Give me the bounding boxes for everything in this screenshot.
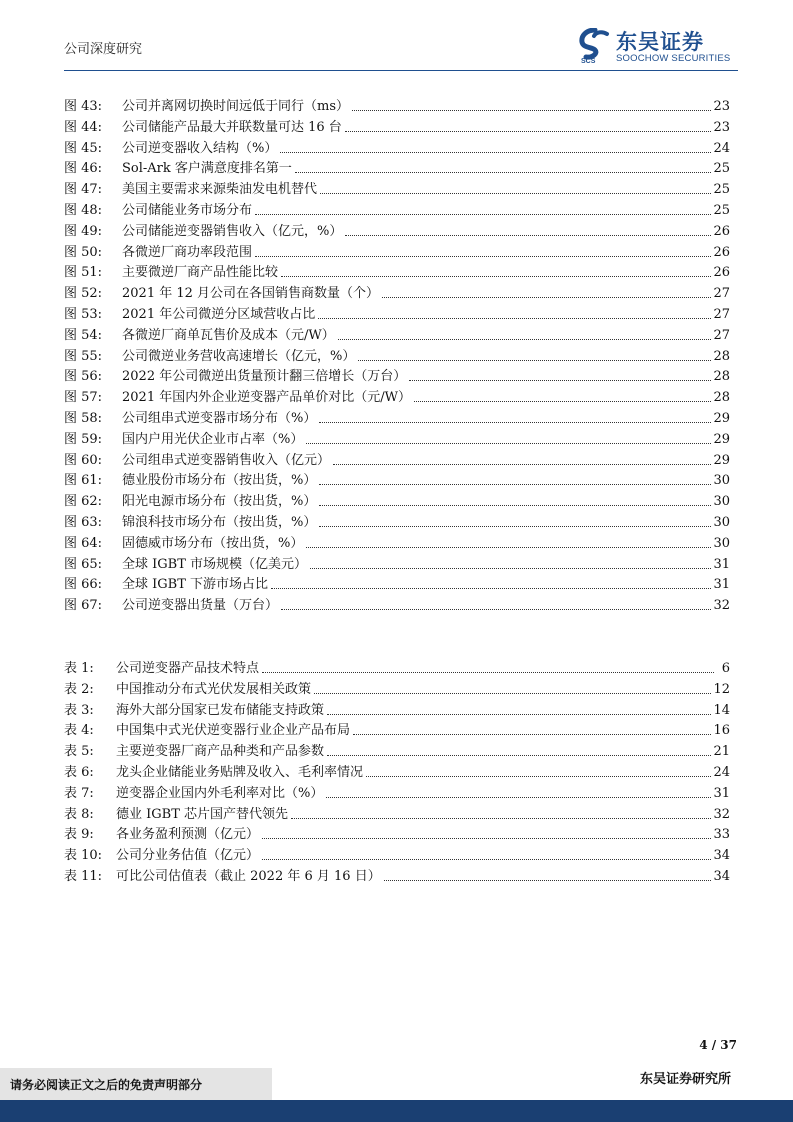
figure-entry[interactable] [64,489,730,510]
figure-entry[interactable] [64,136,730,157]
entry-title: 2021 年国内外企业逆变器产品单价对比（元/W） [122,390,411,406]
entry-title: 公司分业务估值（亿元） [116,848,260,864]
figure-entry[interactable] [64,344,730,365]
entry-page: 34 [713,848,730,864]
entry-title: 阳光电源市场分布（按出货，%） [122,494,317,510]
entry-label: 图 51: [64,265,103,281]
entry-title: 公司逆变器产品技术特点 [116,661,260,676]
entry-title: 2022 年公司微逆出货量预计翻三倍增长（万台） [122,369,407,385]
entry-label: 图 43: [64,99,103,114]
dot-leader [409,380,711,381]
entry-title: 全球 IGBT 市场规模（亿美元） [122,556,308,572]
entry-label: 图 49: [64,223,103,239]
dot-leader [306,547,711,548]
figure-entry[interactable] [64,260,730,281]
disclaimer-box [0,1068,272,1100]
entry-label: 图 57: [64,390,103,406]
figure-entry[interactable] [64,94,730,115]
entry-label: 表 7: [64,785,94,801]
figure-entry[interactable] [64,448,730,469]
dot-leader [384,880,712,881]
dot-leader [327,755,711,756]
dot-leader [310,568,711,569]
dot-leader [366,776,711,777]
entry-page: 24 [713,765,730,780]
entry-title: 全球 IGBT 下游市场占比 [122,577,269,593]
figure-entry[interactable] [64,572,730,593]
entry-title: 公司微逆业务营收高速增长（亿元，%） [122,348,356,364]
entry-label: 图 54: [64,327,103,343]
dot-leader [327,714,711,715]
table-entry[interactable] [64,822,730,843]
entry-title: 公司储能逆变器销售收入（亿元，%） [122,223,343,239]
entry-page: 33 [713,827,730,843]
entry-label: 图 46: [64,161,103,177]
entry-label: 表 11: [64,869,103,884]
entry-page: 28 [713,348,730,364]
dot-leader [314,693,711,694]
entry-title: 公司并离网切换时间远低于同行（ms） [122,99,349,114]
figure-entry[interactable] [64,177,730,198]
dot-leader [345,131,712,132]
entry-title: 龙头企业储能业务贴牌及收入、毛利率情况 [116,765,364,780]
entry-page: 16 [713,723,730,739]
entry-title: 固德威市场分布（按出货，%） [122,535,304,551]
scs-logo-icon [578,28,612,64]
table-entry[interactable] [64,718,730,739]
entry-title: 各微逆厂商功率段范围 [122,244,253,260]
entry-label: 表 10: [64,848,103,864]
entry-page: 31 [713,785,730,801]
figure-entry[interactable] [64,198,730,219]
figure-entry[interactable] [64,240,730,261]
entry-page: 6 [721,661,730,676]
entry-title: 公司逆变器出货量（万台） [122,598,279,614]
entry-label: 表 4: [64,723,94,739]
entry-page: 27 [713,286,730,302]
dot-leader [281,609,711,610]
figure-entry[interactable] [64,385,730,406]
entry-title: 主要微逆厂商产品性能比较 [122,265,279,281]
entry-label: 表 9: [64,827,94,843]
entry-title: 海外大部分国家已发布储能支持政策 [116,702,325,718]
entry-label: 图 66: [64,577,103,593]
entry-page: 32 [713,806,730,822]
entry-label: 图 59: [64,431,103,447]
figure-entry[interactable] [64,323,730,344]
dot-leader [353,734,711,735]
table-entry[interactable] [64,656,730,677]
entry-label: 图 50: [64,244,103,260]
dot-leader [318,318,711,319]
table-entry[interactable] [64,843,730,864]
figure-entry[interactable] [64,552,730,573]
dot-leader [319,422,711,423]
entry-label: 图 44: [64,119,103,135]
table-entry[interactable] [64,739,730,760]
entry-page: 26 [713,223,730,239]
table-entry[interactable] [64,698,730,719]
dot-leader [319,484,711,485]
institute-name: 东吴证券研究所 [639,1072,731,1087]
entry-title: 国内户用光伏企业市占率（%） [122,431,304,447]
dot-leader [281,276,711,277]
entry-title: 逆变器企业国内外毛利率对比（%） [116,785,324,801]
entry-label: 图 62: [64,494,103,510]
entry-page: 34 [713,869,730,884]
entry-page: 28 [713,390,730,406]
entry-page: 23 [713,99,730,114]
entry-page: 30 [713,535,730,551]
dot-leader [320,193,711,194]
logo-chinese-name: 东吴证券 [616,30,704,54]
entry-title: 2021 年 12 月公司在各国销售商数量（个） [122,286,380,302]
table-entry[interactable] [64,864,730,885]
entry-page: 29 [713,411,730,426]
figure-entry[interactable] [64,302,730,323]
entry-page: 26 [713,265,730,281]
dot-leader [295,172,712,173]
figure-entry[interactable] [64,115,730,136]
logo-english-name: SOOCHOW SECURITIES [616,53,731,64]
entry-title: 德业股份市场分布（按出货，%） [122,473,317,489]
entry-title: 可比公司估值表（截止 2022 年 6 月 16 日） [116,869,381,884]
entry-page: 29 [713,452,730,468]
dot-leader [262,838,711,839]
entry-page: 25 [713,182,730,198]
entry-title: 公司组串式逆变器市场分布（%） [122,411,317,426]
entry-title: 美国主要需求来源柴油发电机替代 [122,182,318,198]
entry-label: 图 64: [64,535,103,551]
entry-label: 图 48: [64,203,103,218]
entry-title: 德业 IGBT 芯片国产替代领先 [116,806,289,822]
figure-entry[interactable] [64,364,730,385]
entry-page: 23 [713,119,730,135]
entry-page: 14 [713,702,730,718]
figure-entry[interactable] [64,281,730,302]
figure-entry[interactable] [64,468,730,489]
entry-label: 表 1: [64,661,94,676]
logo-mark-text: SCS [581,58,596,64]
entry-label: 表 6: [64,765,94,780]
entry-page: 24 [713,140,730,156]
entry-title: Sol-Ark 客户满意度排名第一 [122,161,292,177]
entry-label: 表 8: [64,806,94,822]
dot-leader [306,443,711,444]
table-entry[interactable] [64,802,730,823]
entry-page: 28 [713,369,730,385]
footer-bar [0,1100,793,1122]
dot-leader [280,152,711,153]
entry-page: 21 [713,744,730,760]
dot-leader [333,464,711,465]
entry-title: 公司逆变器收入结构（%） [122,140,278,156]
dot-leader [352,110,711,111]
entry-label: 表 3: [64,702,94,718]
figure-entry[interactable] [64,531,730,552]
entry-label: 表 5: [64,744,94,760]
dot-leader [414,401,711,402]
entry-title: 公司储能业务市场分布 [122,203,253,218]
entry-label: 图 47: [64,182,103,198]
entry-page: 30 [713,473,730,489]
entry-label: 图 58: [64,411,103,426]
entry-page: 31 [713,577,730,593]
table-entry[interactable] [64,677,730,698]
figure-entry[interactable] [64,593,730,614]
entry-page: 31 [713,556,730,572]
figure-entry[interactable] [64,427,730,448]
company-logo [578,26,738,66]
entry-title: 公司组串式逆变器销售收入（亿元） [122,452,331,468]
dot-leader [345,235,711,236]
table-entry[interactable] [64,781,730,802]
figure-entry[interactable] [64,219,730,240]
entry-label: 图 67: [64,598,103,614]
entry-page: 12 [713,681,730,697]
dot-leader [291,818,711,819]
dot-leader [319,526,711,527]
entry-label: 图 56: [64,369,103,385]
dot-leader [262,859,711,860]
entry-label: 图 63: [64,515,103,530]
entry-title: 主要逆变器厂商产品种类和产品参数 [116,744,325,760]
disclaimer-text: 请务必阅读正文之后的免责声明部分 [10,1078,203,1092]
dot-leader [358,360,711,361]
page-indicator: 4 / 37 [699,1038,737,1052]
dot-leader [255,256,711,257]
dot-leader [382,297,711,298]
entry-page: 26 [713,244,730,260]
dot-leader [271,588,711,589]
entry-page: 25 [713,161,730,177]
dot-leader [326,797,711,798]
entry-page: 27 [713,327,730,343]
entry-label: 图 65: [64,556,103,572]
dot-leader [262,672,714,673]
entry-title: 2021 年公司微逆分区域营收占比 [122,307,316,322]
entry-label: 图 52: [64,286,103,302]
entry-title: 锦浪科技市场分布（按出货，%） [122,515,317,530]
dot-leader [319,505,711,506]
entry-label: 图 60: [64,452,103,468]
table-entry[interactable] [64,760,730,781]
dot-leader [338,339,712,340]
entry-title: 各业务盈利预测（亿元） [116,827,260,843]
entry-page: 30 [713,494,730,510]
entry-page: 29 [713,431,730,447]
entry-title: 中国集中式光伏逆变器行业企业产品布局 [116,723,351,739]
entry-label: 图 61: [64,473,103,489]
entry-title: 各微逆厂商单瓦售价及成本（元/W） [122,327,335,343]
dot-leader [255,214,711,215]
entry-label: 图 45: [64,140,103,156]
entry-page: 32 [713,598,730,614]
figure-entry[interactable] [64,406,730,427]
entry-label: 图 55: [64,348,103,364]
figure-entry[interactable] [64,156,730,177]
entry-page: 30 [713,515,730,530]
entry-page: 27 [713,307,730,322]
entry-label: 表 2: [64,681,94,697]
entry-page: 25 [713,203,730,218]
entry-title: 公司储能产品最大并联数量可达 16 台 [122,119,342,135]
figure-entry[interactable] [64,510,730,531]
header-divider [64,70,738,71]
entry-title: 中国推动分布式光伏发展相关政策 [116,681,312,697]
report-type: 公司深度研究 [64,42,143,57]
entry-label: 图 53: [64,307,103,322]
